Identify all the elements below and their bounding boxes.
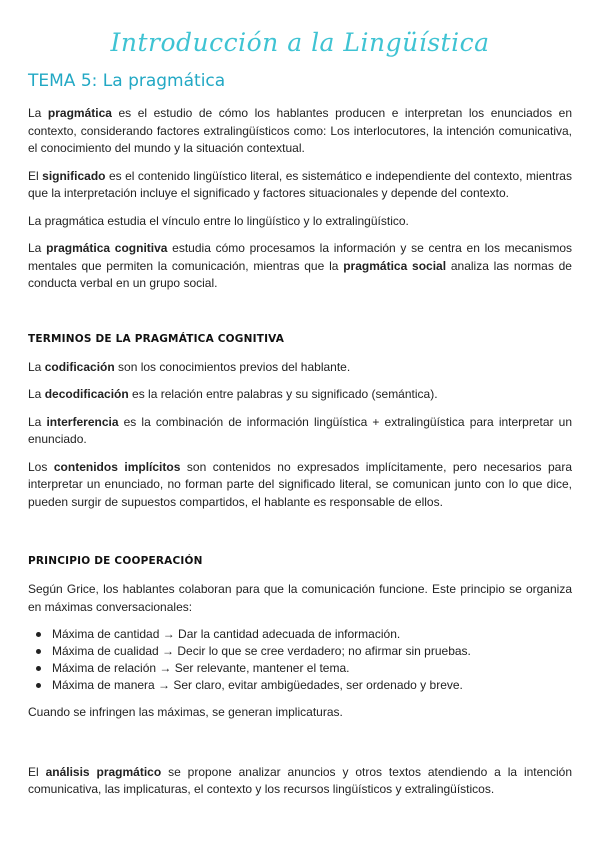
list-item: Máxima de cualidad → Decir lo que se cree verdadero; no afirmar sin pruebas. bbox=[52, 643, 572, 660]
list-item: Máxima de manera → Ser claro, evitar ambigüedades, ser ordenado y breve. bbox=[52, 677, 572, 694]
intro-paragraph-vinculo: La pragmática estudia el vínculo entre lo lingüístico y lo extralingüístico. bbox=[28, 213, 409, 228]
list-item: Máxima de relación → Ser relevante, mantener el tema. bbox=[52, 660, 572, 677]
paragraph-interferencia: La interferencia es la combinación de información lingüística + extralingüística para interpretar un enunciado. bbox=[28, 414, 572, 446]
paragraph-grice: Según Grice, los hablantes colaboran para que la comunicación funcione. Este principio se organiza en máximas conversacionales: bbox=[28, 582, 572, 614]
intro-paragraph-significado: El significado es el contenido lingüístico literal, es sistemático e independiente del contexto, mientras que la interpretación incluye el significado y factores situacionales y depende del contexto. bbox=[28, 168, 572, 200]
intro-paragraph-pragmatica: La pragmática es el estudio de cómo los hablantes producen e interpretan los enunciados en contexto, considerando factores extralingüísticos como: Los interlocutores, la intención comunicativa, el conocimiento del mundo y la situación contextual. bbox=[28, 106, 573, 155]
intro-paragraph-cognitiva-social: La pragmática cognitiva estudia cómo procesamos la información y se centra en los mecanismos mentales que permiten la comunicación, mientras que la pragmática social analiza las normas de conducta verbal en un grupo social. bbox=[28, 241, 572, 290]
bullet-icon bbox=[36, 649, 41, 654]
paragraph-contenidos-implicitos: Los contenidos implícitos son contenidos no expresados implícitamente, pero necesarios para interpretar un enunciado, no forman parte del significado literal, se comunican junto con lo que dice, pueden surgir de supuestos compartidos, el hablante es responsable de ellos. bbox=[28, 459, 572, 509]
maximas-list bbox=[28, 626, 572, 694]
bullet-icon bbox=[36, 666, 41, 671]
bullet-icon bbox=[36, 683, 41, 688]
bullet-icon bbox=[36, 632, 41, 637]
list-item: Máxima de cantidad → Dar la cantidad adecuada de información. bbox=[52, 626, 572, 643]
paragraph-codificacion: La codificación son los conocimientos previos del hablante. bbox=[28, 359, 351, 374]
tema-title: TEMA 5: La pragmática bbox=[28, 71, 226, 91]
paragraph-analisis-pragmatico: El análisis pragmático se propone analizar anuncios y otros textos atendiendo a la intención comunicativa, las implicaturas, el contexto y los recursos lingüísticos y extralingüísticos. bbox=[28, 764, 572, 796]
paragraph-decodificacion: La decodificación es la relación entre palabras y su significado (semántica). bbox=[28, 387, 438, 401]
paragraph-implicaturas: Cuando se infringen las máximas, se generan implicaturas. bbox=[28, 705, 343, 719]
section-heading-terminos: TERMINOS DE LA PRAGMÁTICA COGNITIVA bbox=[28, 332, 285, 345]
section-heading-cooperacion: PRINCIPIO DE COOPERACIÓN bbox=[28, 555, 203, 567]
document-title: Introducción a la Lingüística bbox=[110, 28, 490, 57]
